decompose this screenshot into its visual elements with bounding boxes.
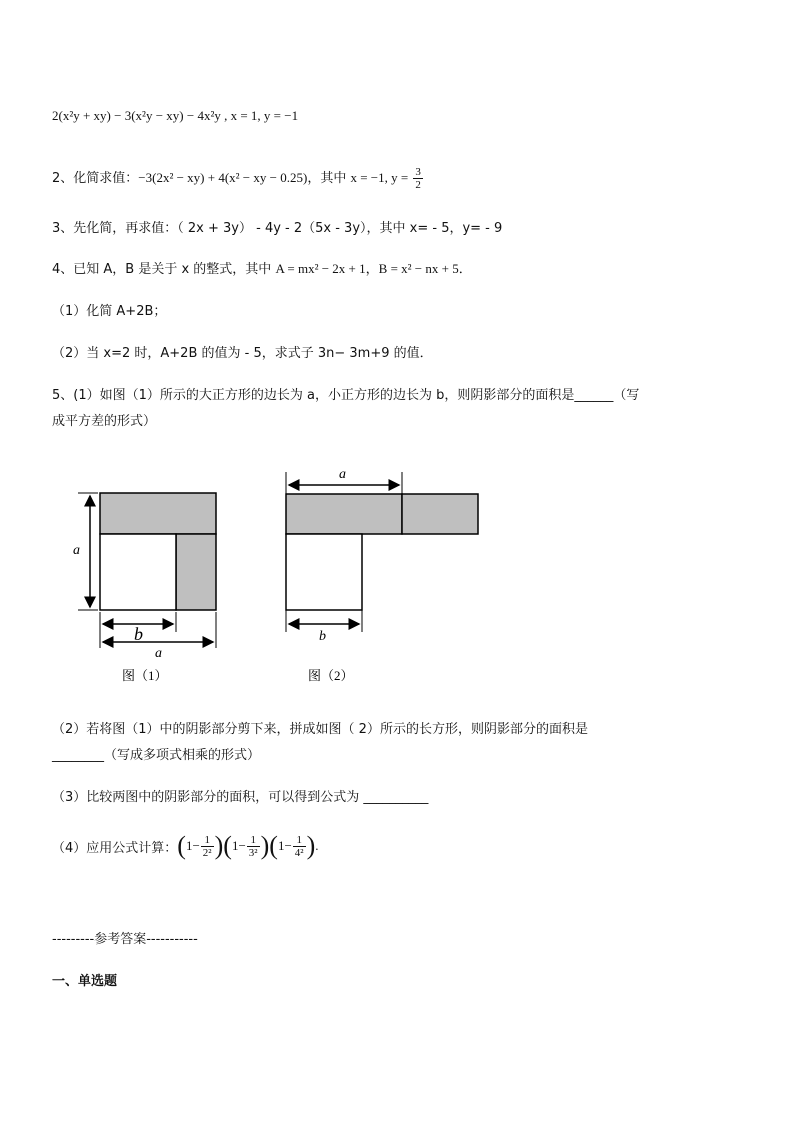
fig1-small-square (100, 534, 176, 610)
q4-end: ． (458, 262, 472, 277)
q4-part1: （1）化简 A+2B； (52, 304, 167, 319)
term1-den: 2² (202, 846, 212, 859)
q5-part4-term-3: ( 1− $\frac{1}{\text{4²}}$ ) (269, 831, 316, 860)
term3-den: 4² (294, 846, 304, 859)
fig1-label-a-horizontal: a (155, 646, 162, 661)
fig2-caption: 图（2） (308, 668, 354, 683)
q5-line2: 成平方差的形式） (52, 414, 157, 429)
q4-expr-b: B = x² − nx + 5 (378, 261, 459, 276)
q2-fraction (413, 166, 423, 191)
q5-part4-term-1: ( 1− $\frac{1}{\text{2²}}$ ) (177, 831, 224, 860)
q4-part2: （2）当 x=2 时，A+2B 的值为 - 5，求式子 3n− 3m+9 的值． (52, 346, 433, 361)
geometry-figures (60, 455, 500, 690)
q4-expr-a: A = mx² − 2x + 1 (275, 261, 366, 276)
q5-part3-text: （3）比较两图中的阴影部分的面积，可以得到公式为 (52, 790, 360, 805)
q5-part4-line (52, 828, 319, 864)
answers-header: ---------参考答案----------- (52, 932, 198, 947)
term1-num: 1 (201, 834, 214, 847)
q5-line1 (52, 384, 639, 403)
q5-part2-line1: （2）若将图（1）中的阴影部分剪下来，拼成如图（ 2）所示的长方形，则阴影部分的面积是 (52, 722, 588, 737)
fig2-shade-left (286, 494, 402, 534)
q5-part2-end: （写成多项式相乘的形式） (104, 748, 261, 763)
q5-part2-line2 (52, 744, 260, 763)
fig1-label-b: b (134, 624, 143, 644)
term1-one: 1− (185, 838, 200, 853)
q2-prefix: 2、化简求值： (52, 171, 139, 186)
q2-where: ，其中 (307, 171, 347, 186)
figure-1 (73, 493, 216, 683)
q5-part4-label: （4）应用公式计算： (52, 840, 178, 856)
fig1-shade-right (176, 534, 216, 610)
fig2-label-b: b (319, 629, 326, 644)
q4-intro: 4、已知 A，B 是关于 x 的整式，其中 (52, 262, 272, 277)
q1-expression: 2(x²y + xy) − 3(x²y − xy) − 4x²y , x = 1, y = −1 (52, 108, 299, 123)
q4-line (52, 258, 472, 277)
q5-part4-end: . (315, 838, 319, 853)
q3-line: 3、先化简，再求值：（ 2x + 3y） - 4y - 2（5x - 3y），其中 x= - 5，y= - 9 (52, 221, 503, 236)
fig1-label-a-vertical: a (73, 543, 80, 558)
fig2-shade-right (402, 494, 478, 534)
q5-part4-term-2: ( 1− $\frac{1}{\text{3²}}$ ) (223, 831, 270, 860)
term3-num: 1 (293, 834, 306, 847)
q5-part2-blank: ________ (52, 748, 104, 763)
term3-one: 1− (277, 838, 292, 853)
q2-frac-num: 3 (415, 166, 421, 178)
q5-part1-text: 5、(1）如图（1）所示的大正方形的边长为 a，小正方形的边长为 b，则阴影部分的面积是 (52, 388, 575, 403)
q2-expression: −3(2x² − xy) + 4(x² − xy − 0.25) (138, 170, 308, 185)
term2-den: 3² (248, 846, 258, 859)
fig2-label-a: a (339, 467, 346, 482)
term2-num: 1 (247, 834, 260, 847)
q5-part3-line (52, 786, 428, 805)
q5-part3-blank: __________ (363, 790, 429, 805)
fig1-caption: 图（1） (122, 668, 168, 683)
q5-blank1: ______ (574, 388, 614, 403)
section-title: 一、单选题 (52, 974, 118, 989)
fig1-shade-top (100, 493, 216, 534)
q2-frac-den: 2 (415, 179, 421, 191)
q2-line (52, 166, 424, 191)
term2-one: 1− (231, 838, 246, 853)
q5-line1-end: （写 (613, 388, 640, 403)
figure-2 (286, 467, 478, 683)
q2-condition: x = −1, y = (350, 170, 409, 185)
q4-sep: ， (365, 262, 379, 277)
fig2-small-square (286, 534, 362, 610)
